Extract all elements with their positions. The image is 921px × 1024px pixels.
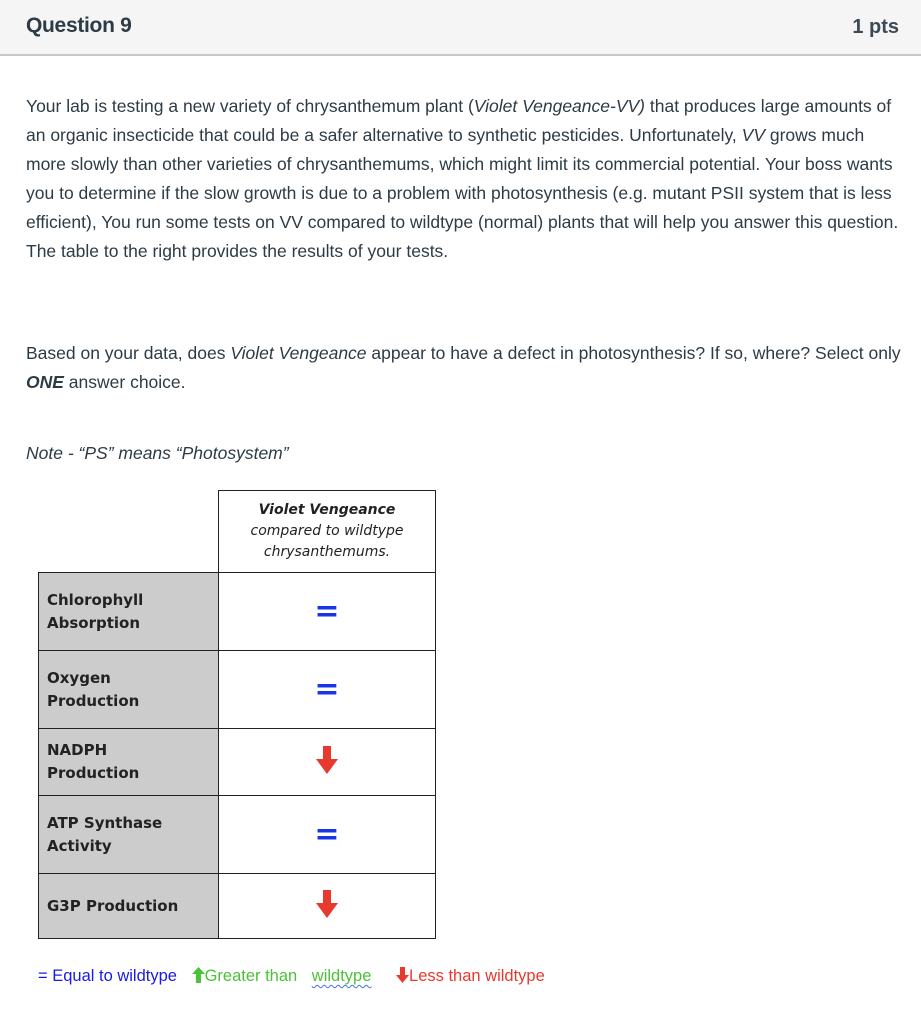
equal-icon: =: [314, 817, 340, 852]
question-paragraph-2: [26, 339, 906, 397]
note: Note - “PS” means “Photosystem”: [26, 443, 289, 463]
question-title: Question 9: [26, 14, 132, 37]
row-label: G3P Production: [39, 874, 219, 939]
empty-cell: [39, 491, 219, 573]
text: VV: [741, 125, 765, 145]
legend-greater: Greater than wildtype: [192, 967, 382, 985]
text: that produces large amounts of an organic insecticide that could be a safer alternative to synthetic pesticides. Unfortunately,: [26, 96, 892, 145]
down-arrow-icon: [316, 890, 338, 918]
up-arrow-icon: [192, 967, 205, 983]
row-label: NADPH Production: [39, 729, 219, 796]
down-arrow-icon: [396, 967, 409, 983]
down-arrow-icon: [316, 746, 338, 774]
text: Based on your data, does: [26, 343, 231, 363]
header-subtitle: chrysanthemums.: [263, 544, 391, 560]
question-paragraph-1: [26, 92, 906, 266]
result-equal: [219, 651, 436, 729]
row-label: ATP Synthase Activity: [39, 796, 219, 874]
result-equal: [219, 573, 436, 651]
equal-icon: =: [314, 594, 340, 629]
header-title: Violet Vengeance: [258, 502, 396, 518]
question-header: [0, 0, 921, 56]
legend-less: Less than wildtype: [396, 967, 555, 985]
table-row: [39, 729, 436, 796]
text: answer choice.: [63, 372, 186, 392]
text: Violet Vengeance: [230, 343, 367, 363]
equal-icon: =: [314, 672, 340, 707]
row-label: Oxygen Production: [39, 651, 219, 729]
table-row: [39, 651, 436, 729]
result-less: [219, 729, 436, 796]
result-equal: [219, 796, 436, 874]
text: Your lab is testing a new variety of chrysanthemum plant (: [26, 96, 474, 116]
legend: [38, 967, 565, 986]
text: appear to have a defect in photosynthesis? If so, where? Select only: [366, 343, 901, 363]
text: ONE: [26, 372, 64, 392]
table-row: [39, 796, 436, 874]
column-header: [219, 491, 436, 573]
table-row: [39, 874, 436, 939]
text: Violet Vengeance-VV): [473, 96, 646, 116]
table-row: [39, 573, 436, 651]
legend-equal: = Equal to wildtype: [38, 967, 177, 985]
header-subtitle: compared to wildtype: [250, 523, 404, 539]
results-table: [38, 490, 436, 939]
result-less: [219, 874, 436, 939]
question-points: 1 pts: [852, 16, 899, 38]
text: grows much more slowly than other varieties of chrysanthemums, which might limit its commercial potential. Your boss wants you to determine if the slow growth is due to a problem with photosynthesis (e.g. mutant PSII system that is less efficient), You run some tests on VV compared to wildtype (normal) plants that will help you answer this question. The table to the right provides the results of your tests.: [26, 125, 899, 261]
row-label: Chlorophyll Absorption: [39, 573, 219, 651]
